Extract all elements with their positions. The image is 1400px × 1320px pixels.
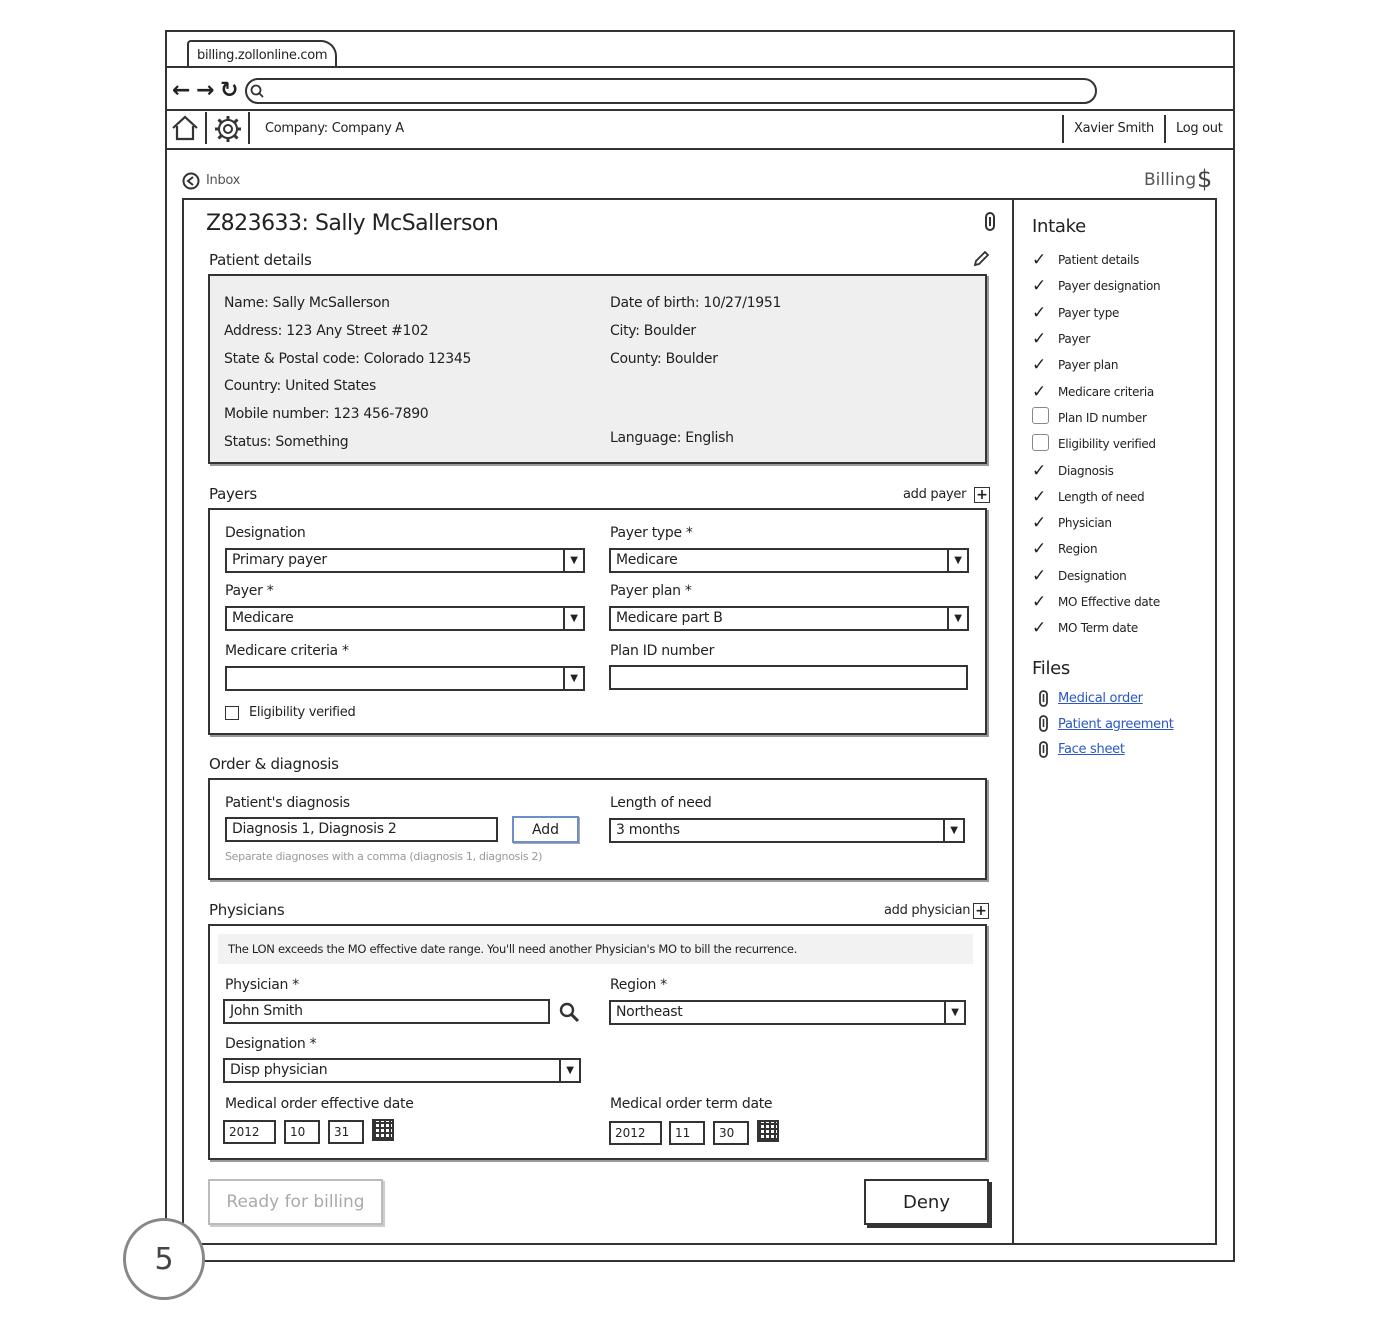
region-label: Region * [610, 977, 667, 993]
tab-title: billing.zollonline.com [197, 48, 328, 63]
deny-button[interactable] [864, 1179, 989, 1225]
intake-item [1032, 563, 1212, 589]
intake-item [1032, 457, 1212, 483]
plan-id-label: Plan ID number [610, 643, 715, 659]
add-physician-icon[interactable]: + [973, 903, 989, 919]
payer-value: Medicare [232, 610, 294, 626]
length-of-need-select[interactable] [609, 818, 965, 843]
intake-item-label: Designation [1058, 568, 1127, 583]
patient-mobile: Mobile number: 123 456-7890 [224, 406, 429, 423]
intake-item [1032, 431, 1212, 457]
effective-month: 10 [290, 1125, 306, 1139]
checkmark-icon: ✓ [1032, 381, 1047, 402]
patient-details-right [610, 290, 781, 373]
checkmark-icon: ✓ [1032, 276, 1047, 297]
lon-warning-text: The LON exceeds the MO effective date range. You'll need another Physician's MO to bill the recurrence. [228, 942, 798, 956]
nav-divider [165, 109, 1235, 111]
checkmark-icon: ✓ [1032, 565, 1047, 586]
add-payer-link[interactable]: add payer [903, 487, 967, 502]
payer-plan-label: Payer plan * [610, 583, 692, 599]
ready-for-billing-label: Ready for billing [226, 1192, 365, 1212]
intake-item-label: Physician [1058, 516, 1112, 531]
payer-type-label: Payer type * [610, 525, 693, 541]
intake-item [1032, 510, 1212, 536]
patient-country: Country: United States [224, 378, 376, 395]
intake-item-label: Medicare criteria [1058, 384, 1154, 399]
add-diagnosis-button[interactable] [512, 816, 579, 843]
term-month-input[interactable] [669, 1121, 705, 1145]
patient-city: City: Boulder [610, 322, 696, 339]
ready-for-billing-button[interactable] [208, 1179, 383, 1225]
back-icon[interactable]: ← [172, 78, 191, 103]
region-select[interactable] [609, 1000, 966, 1025]
designation-select[interactable] [225, 548, 585, 573]
diagnosis-input[interactable] [225, 817, 498, 842]
intake-item [1032, 326, 1212, 352]
checkmark-icon: ✓ [1032, 355, 1047, 376]
paperclip-icon [1036, 715, 1058, 733]
checkmark-icon: ✓ [1032, 302, 1047, 323]
payer-type-value: Medicare [616, 552, 678, 568]
physician-designation-select[interactable] [223, 1058, 581, 1083]
calendar-icon[interactable] [372, 1119, 394, 1141]
add-physician-link[interactable]: add physician [884, 903, 971, 918]
eligibility-label: Eligibility verified [249, 705, 356, 720]
forward-icon[interactable]: → [196, 78, 215, 103]
effective-day-input[interactable] [328, 1120, 364, 1144]
patient-status: Status: Something [224, 433, 349, 450]
appbar-separator [205, 112, 207, 144]
user-name[interactable]: Xavier Smith [1074, 121, 1154, 136]
intake-item [1032, 615, 1212, 641]
billing-label: Billing [1144, 170, 1197, 190]
physician-input[interactable] [223, 999, 550, 1024]
files-list [1036, 686, 1174, 763]
effective-date-label: Medical order effective date [225, 1096, 414, 1112]
intake-item-label: Plan ID number [1058, 410, 1147, 425]
lon-warning [218, 934, 973, 964]
checkmark-icon: ✓ [1032, 618, 1047, 639]
appbar-divider [165, 148, 1235, 150]
intake-item-label: MO Term date [1058, 621, 1138, 636]
patient-name: Name: Sally McSallerson [224, 295, 390, 311]
term-month: 11 [675, 1126, 691, 1140]
file-link-face-sheet[interactable]: Face sheet [1058, 742, 1125, 758]
medicare-criteria-select[interactable] [225, 666, 585, 691]
intake-item [1032, 247, 1212, 273]
term-year: 2012 [615, 1126, 646, 1140]
intake-item-label: Diagnosis [1058, 463, 1114, 478]
intake-heading: Intake [1032, 216, 1086, 237]
intake-item [1032, 484, 1212, 510]
company-label[interactable]: Company: Company A [265, 121, 404, 136]
intake-item-label: Payer plan [1058, 358, 1119, 373]
patient-details-heading: Patient details [209, 251, 312, 269]
chevron-down-icon: ▼ [943, 820, 963, 841]
payer-plan-value: Medicare part B [616, 610, 723, 626]
checkmark-icon: ✓ [1032, 513, 1047, 534]
chevron-down-icon: ▼ [563, 668, 583, 689]
intake-item-label: Patient details [1058, 253, 1140, 268]
chevron-down-icon: ▼ [947, 608, 967, 629]
edit-pencil-icon[interactable] [972, 250, 990, 268]
dollar-icon: $ [1197, 165, 1213, 193]
intake-item-label: Payer type [1058, 305, 1120, 320]
payer-type-select[interactable] [609, 548, 969, 573]
payer-select[interactable] [225, 606, 585, 631]
intake-item [1032, 300, 1212, 326]
search-icon [250, 84, 264, 98]
chevron-down-icon: ▼ [563, 608, 583, 629]
unchecked-box-icon [1032, 434, 1049, 451]
back-circle-icon[interactable] [182, 172, 200, 190]
appbar-separator [1164, 115, 1166, 143]
calendar-icon[interactable] [757, 1120, 779, 1142]
length-of-need-label: Length of need [610, 795, 712, 811]
checkmark-icon: ✓ [1032, 250, 1047, 271]
chevron-down-icon: ▼ [563, 550, 583, 571]
diagnosis-hint: Separate diagnoses with a comma (diagnosis 1, diagnosis 2) [225, 850, 543, 863]
inbox-link[interactable]: Inbox [206, 173, 241, 188]
intake-item-label: Payer designation [1058, 279, 1161, 294]
checkmark-icon: ✓ [1032, 486, 1047, 507]
patient-state-postal: State & Postal code: Colorado 12345 [224, 350, 472, 367]
add-payer-icon[interactable]: + [974, 487, 990, 503]
physician-label: Physician * [225, 977, 299, 993]
intake-item [1032, 589, 1212, 615]
payers-heading: Payers [209, 485, 257, 503]
intake-item-label: Region [1058, 542, 1098, 557]
patient-details-left [224, 290, 471, 457]
appbar-separator [248, 112, 250, 144]
payer-label: Payer * [225, 583, 274, 599]
designation-value: Primary payer [232, 552, 327, 568]
files-heading: Files [1032, 658, 1070, 679]
physicians-heading: Physicians [209, 901, 285, 919]
intake-item-label: Payer [1058, 332, 1090, 347]
intake-item [1032, 352, 1212, 378]
file-link-medical-order[interactable]: Medical order [1058, 691, 1143, 707]
magnifier-icon[interactable] [558, 1001, 580, 1023]
payer-plan-select[interactable] [609, 606, 969, 631]
term-year-input[interactable] [609, 1121, 662, 1145]
length-of-need-value: 3 months [616, 822, 680, 838]
file-item [1036, 686, 1174, 712]
unchecked-box-icon [1032, 407, 1049, 424]
step-number-badge [123, 1218, 205, 1300]
physician-designation-label: Designation * [225, 1036, 317, 1052]
tab-divider [165, 66, 1235, 68]
effective-year: 2012 [229, 1125, 260, 1139]
physician-value: John Smith [230, 1003, 303, 1019]
patient-county: County: Boulder [610, 350, 718, 367]
chevron-down-icon: ▼ [559, 1060, 579, 1081]
checkmark-icon: ✓ [1032, 592, 1047, 612]
file-item [1036, 712, 1174, 738]
paperclip-icon[interactable] [984, 212, 996, 232]
add-diagnosis-label: Add [531, 821, 560, 838]
paperclip-icon [1036, 741, 1058, 759]
chevron-down-icon: ▼ [944, 1002, 964, 1023]
order-heading: Order & diagnosis [209, 755, 339, 773]
eligibility-checkbox[interactable] [225, 706, 239, 720]
diagnosis-value: Diagnosis 1, Diagnosis 2 [232, 821, 397, 837]
term-day: 30 [719, 1126, 735, 1140]
step-number: 5 [154, 1241, 174, 1277]
logout-link[interactable]: Log out [1176, 121, 1223, 136]
intake-item-label: Length of need [1058, 489, 1145, 504]
medicare-criteria-label: Medicare criteria * [225, 643, 349, 659]
patient-dob: Date of birth: 10/27/1951 [610, 295, 782, 311]
home-icon[interactable] [171, 115, 199, 141]
intake-item [1032, 536, 1212, 562]
diagnosis-label: Patient's diagnosis [225, 795, 350, 811]
effective-month-input[interactable] [284, 1120, 320, 1144]
checkmark-icon: ✓ [1032, 460, 1047, 481]
patient-title: Z823633: Sally McSallerson [206, 211, 499, 236]
checkmark-icon: ✓ [1032, 329, 1047, 350]
file-link-patient-agreement[interactable]: Patient agreement [1058, 716, 1174, 732]
chevron-down-icon: ▼ [947, 550, 967, 571]
intake-list [1032, 247, 1212, 641]
intake-item-label: MO Effective date [1058, 595, 1160, 609]
effective-day: 31 [334, 1125, 350, 1139]
designation-label: Designation [225, 525, 306, 541]
checkmark-icon: ✓ [1032, 539, 1047, 560]
region-value: Northeast [616, 1004, 683, 1020]
browser-tab[interactable] [187, 40, 337, 68]
file-item [1036, 737, 1174, 763]
gear-icon[interactable] [213, 114, 243, 144]
effective-year-input[interactable] [223, 1120, 276, 1144]
intake-item [1032, 273, 1212, 299]
plan-id-input[interactable] [609, 665, 968, 690]
physician-designation-value: Disp physician [230, 1062, 328, 1078]
term-day-input[interactable] [713, 1121, 749, 1145]
deny-label: Deny [903, 1191, 950, 1213]
patient-address: Address: 123 Any Street #102 [224, 322, 429, 339]
intake-item-label: Eligibility verified [1058, 437, 1156, 452]
url-bar[interactable] [245, 78, 1097, 104]
intake-item [1032, 405, 1212, 431]
intake-item [1032, 378, 1212, 404]
paperclip-icon [1036, 690, 1058, 708]
term-date-label: Medical order term date [610, 1096, 773, 1112]
reload-icon[interactable]: ↻ [220, 78, 239, 103]
appbar-separator [1062, 115, 1064, 143]
patient-language: Language: English [610, 430, 734, 446]
